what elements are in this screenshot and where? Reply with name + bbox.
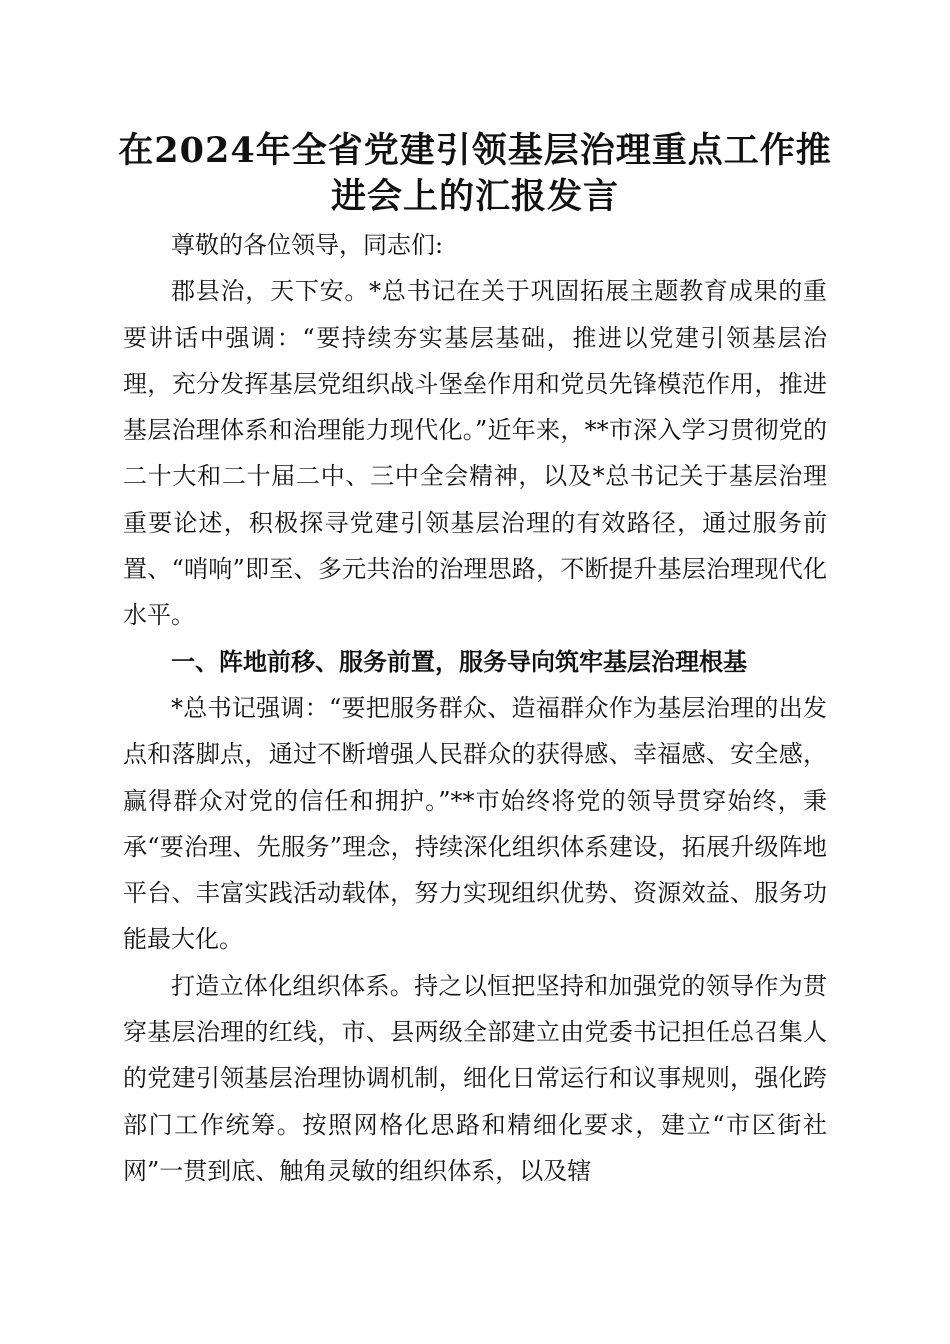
- section-heading: 一、阵地前移、服务前置，服务导向筑牢基层治理根基: [171, 647, 747, 676]
- section-paragraph: 打造立体化组织体系。持之以恒把坚持和加强党的领导作为贯穿基层治理的红线，市、县两级全部建立由党委书记担任总召集人的党建引领基层治理协调机制，细化日常运行和议事规则，强化跨部门工作统筹。按照网格化思路和精细化要求，建立“市区街社网”一贯到底、触角灵敏的组织体系，以及辖: [123, 971, 827, 1185]
- section-paragraph: *总书记强调：“要把服务群众、造福群众作为基层治理的出发点和落脚点，通过不断增强人民群众的获得感、幸福感、安全感，赢得群众对党的信任和拥护。”**市始终将党的领导贯穿始终，秉承“要治理、先服务”理念，持续深化组织体系建设，拓展升级阵地平台、丰富实践活动载体，努力实现组织优势、资源效益、服务功能最大化。: [123, 693, 827, 954]
- intro-paragraph: 郡县治，天下安。*总书记在关于巩固拓展主题教育成果的重要讲话中强调：“要持续夯实基层基础，推进以党建引领基层治理，充分发挥基层党组织战斗堡垒作用和党员先锋模范作用，推进基层治理体系和治理能力现代化。”近年来，**市深入学习贯彻党的二十大和二十届二中、三中全会精神，以及*总书记关于基层治理重要论述，积极探寻党建引领基层治理的有效路径，通过服务前置、“哨响”即至、多元共治的治理思路，不断提升基层治理现代化水平。: [123, 277, 827, 630]
- document-body: [123, 222, 827, 1194]
- salutation: 尊敬的各位领导，同志们:: [171, 231, 444, 259]
- document-title: 在2024年全省党建引领基层治理重点工作推进会上的汇报发言: [118, 130, 832, 217]
